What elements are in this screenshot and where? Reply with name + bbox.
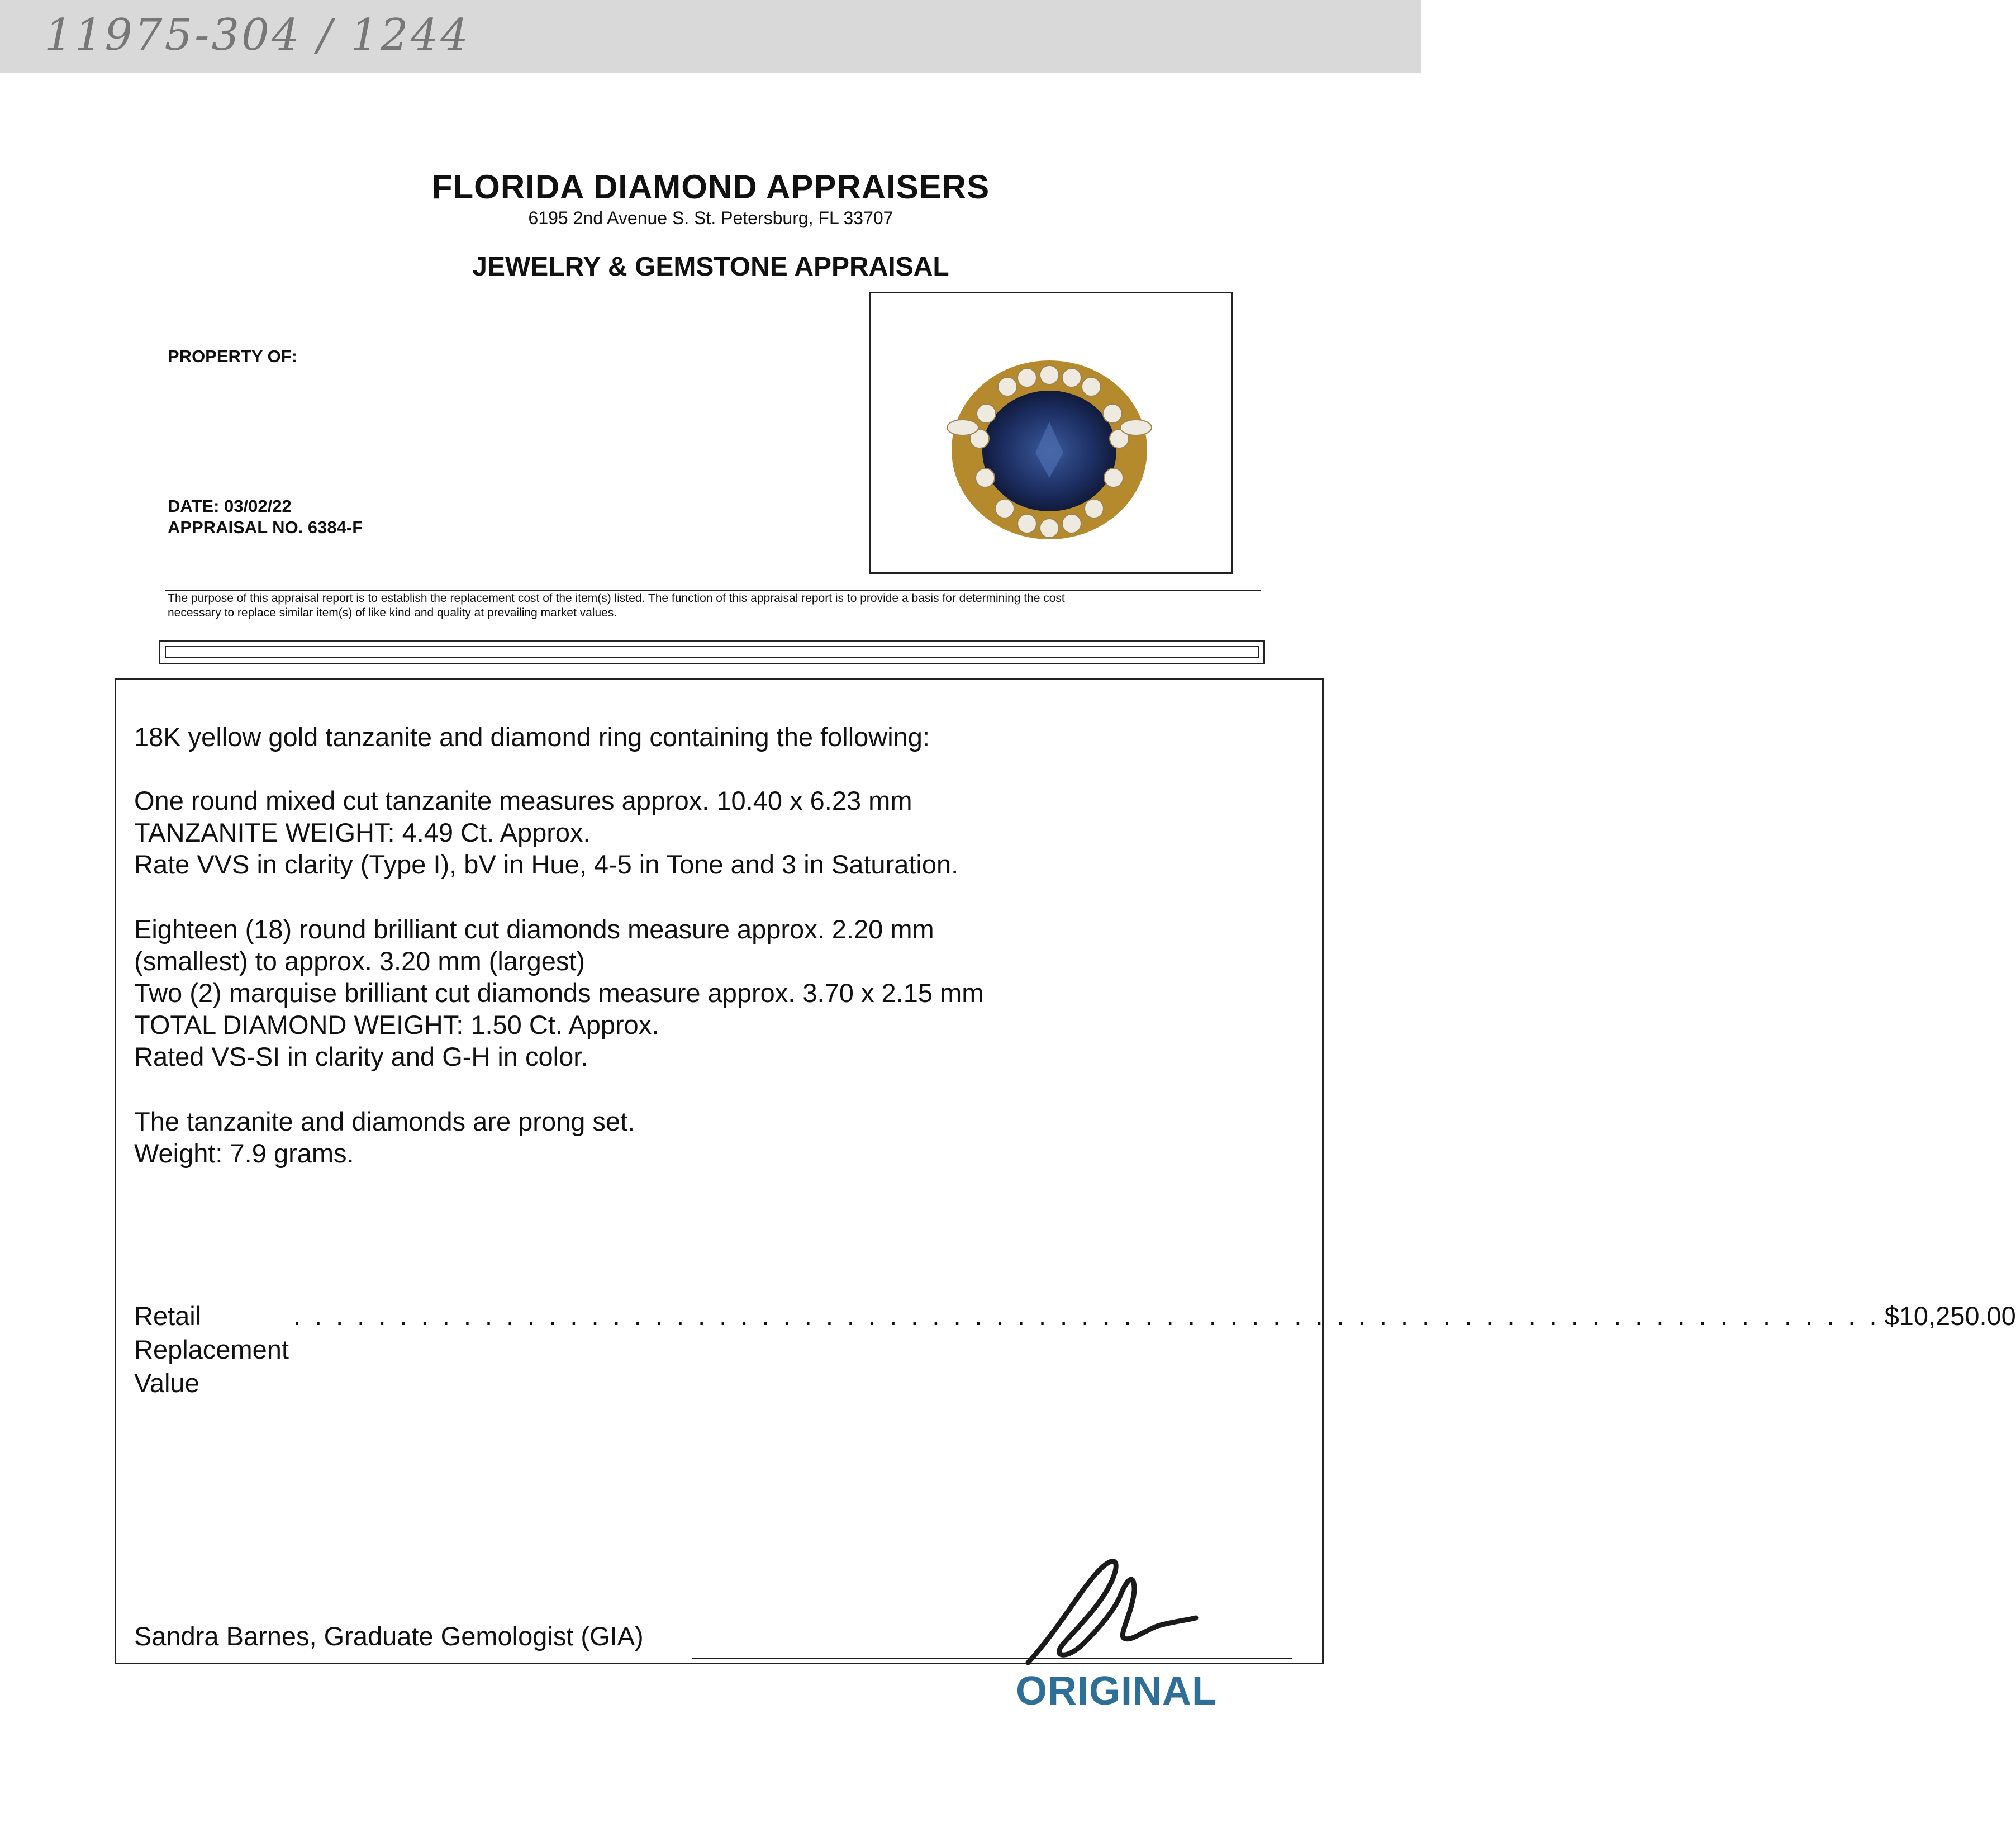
- dot-leader: . . . . . . . . . . . . . . . . . . . . . . . . . . . . . . . . . . . . . . . . . . . . . . . . . . . . . . . . . . . . . . . . . . . . . . . . . . .: [293, 1301, 1880, 1331]
- diamond-line: Eighteen (18) round brilliant cut diamonds measure approx. 2.20 mm: [134, 914, 934, 944]
- purpose-divider: [165, 590, 1261, 591]
- appraisal-number-value: 6384-F: [307, 518, 363, 537]
- company-name: FLORIDA DIAMOND APPRAISERS: [431, 168, 990, 206]
- ring-photo: [869, 292, 1233, 574]
- appraisal-number-label: APPRAISAL NO.: [168, 518, 303, 537]
- date-value: 03/02/22: [224, 496, 292, 516]
- purpose-line-2: necessary to replace similar item(s) of like kind and quality at prevailing market values.: [168, 606, 617, 619]
- date-label: DATE:: [168, 496, 220, 516]
- diamond-line: Rated VS-SI in clarity and G-H in color.: [134, 1042, 588, 1071]
- diamond-line: TOTAL DIAMOND WEIGHT: 1.50 Ct. Approx.: [134, 1010, 659, 1039]
- date-row: [168, 496, 292, 516]
- retail-value-amount: $10,250.00: [1884, 1301, 2016, 1331]
- company-address: 6195 2nd Avenue S. St. Petersburg, FL 33707: [528, 208, 893, 228]
- property-of-label: PROPERTY OF:: [168, 346, 297, 366]
- purpose-statement: [168, 591, 1263, 620]
- appraiser-name: Sandra Barnes, Graduate Gemologist (GIA): [134, 1621, 644, 1651]
- purpose-line-1: The purpose of this appraisal report is to establish the replacement cost of the item(s) listed. The function of this appraisal report is to provide a basis for determining the cost: [168, 592, 1065, 605]
- document-title: JEWELRY & GEMSTONE APPRAISAL: [472, 252, 949, 282]
- setting-line: Weight: 7.9 grams.: [134, 1138, 354, 1168]
- tanzanite-details: [134, 785, 958, 880]
- item-intro: 18K yellow gold tanzanite and diamond ring containing the following:: [134, 722, 930, 752]
- retail-value-row: [134, 1299, 2016, 1398]
- diamond-line: Two (2) marquise brilliant cut diamonds measure approx. 3.70 x 2.15 mm: [134, 978, 984, 1008]
- scan-top-band: [0, 0, 1421, 73]
- appraisal-number-row: [168, 518, 363, 538]
- original-stamp: ORIGINAL: [1016, 1669, 1217, 1713]
- handwritten-signature: [1023, 1548, 1213, 1671]
- ring-image: [871, 293, 1231, 572]
- tanzanite-line: TANZANITE WEIGHT: 4.49 Ct. Approx.: [134, 818, 591, 847]
- retail-value-label: Retail Replacement Value: [134, 1301, 289, 1398]
- decorative-bar: [159, 640, 1265, 664]
- setting-details: [134, 1105, 635, 1169]
- handwritten-note: 11975-304 / 1244: [45, 10, 470, 60]
- setting-line: The tanzanite and diamonds are prong set.: [134, 1107, 635, 1136]
- diamond-line: (smallest) to approx. 3.20 mm (largest): [134, 946, 586, 976]
- tanzanite-line: One round mixed cut tanzanite measures approx. 10.40 x 6.23 mm: [134, 786, 912, 815]
- diamond-details: [134, 913, 983, 1072]
- tanzanite-line: Rate VVS in clarity (Type I), bV in Hue, 4-5 in Tone and 3 in Saturation.: [134, 849, 959, 879]
